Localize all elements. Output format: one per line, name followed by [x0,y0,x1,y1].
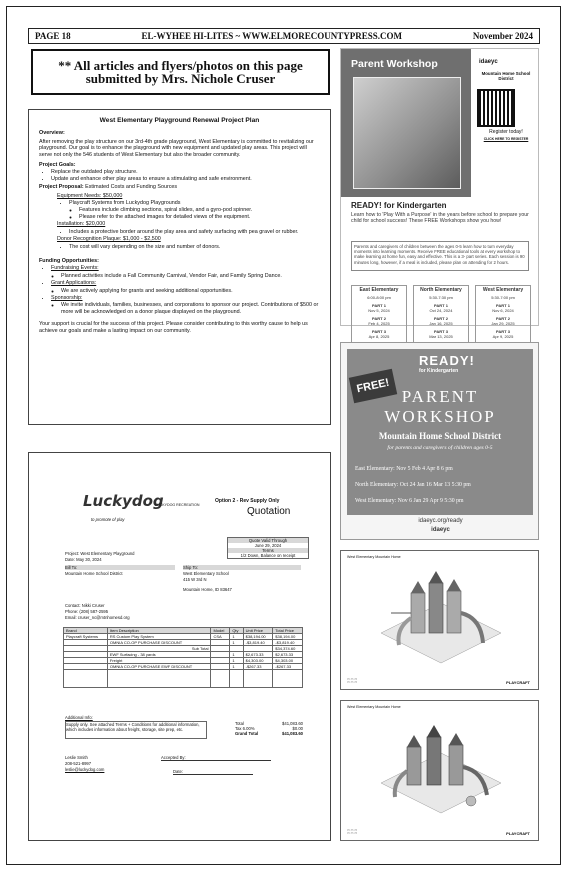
free-workshop-flyer [340,342,539,540]
cell: EWF Surfacing - 38 yards [107,652,211,658]
installation-cost: Installation: $20,000 [57,221,106,228]
plan-title: West Elementary Playground Renewal Project Plan [99,117,260,124]
cell: $4,303.00 [273,658,303,664]
total-label: Total [235,721,244,726]
flyer-schedule [355,461,531,509]
cell: 1 [230,634,243,640]
qr-code-icon[interactable] [477,89,515,127]
workshop-banner [341,49,471,197]
donor-item: • The cost will vary depending on the size and number of donors. [69,244,320,250]
column-header: Item Description [107,628,211,634]
rendering-title: West Elementary Mountain Home [347,555,401,559]
email-line: Email: cruser_nc@mtnhomesd.org [65,615,130,620]
line-items-table [63,627,303,688]
cell: $4,303.00 [243,658,273,664]
additional-info-heading: Additional Info: [65,715,93,720]
session-time: 5:30-7:30 pm [429,295,453,300]
rendering-notes: ▭ ▭ ▭ ▭ ▭ ▭ [347,676,358,685]
flyer-audience: for parents and caregivers of children ages 0-5 [387,445,493,451]
installation-item: • Includes a protective border around the play area and safety surfacing with pea gravel or rubber. [69,229,320,235]
ship-to-address: 415 W 3rd N [183,577,207,582]
flyer-brand-logo: idaeyc [431,527,450,533]
table-row [64,670,303,688]
equipment-needs: Equipment Needs: $50,000 [57,192,123,199]
cell: -$3,819.40 [243,640,273,646]
cell: $34,374.60 [273,646,303,652]
flyer-footer [341,517,540,535]
contact-line: Contact: Nikki Cruser [65,603,105,608]
goal-item: • Update and enhance other play areas to ensure a stimulating and safe environment. [51,176,320,182]
headline-line-1: PARENT [401,387,479,406]
part-date: Nov 5, 2024 [368,308,390,313]
flyer-district: Mountain Home School District [378,431,502,441]
part-label: PART 1 [434,303,448,308]
sponsorship-detail: ◦ We invite individuals, families, businesses, and corporations to sponsor our project. Contributions of $500 or more will be acknowledged on a donor plaque displayed on the playground. [61,302,320,315]
schedule-row: East Elementary: Nov 5 Feb 4 Apr 8 6 pm [355,466,453,472]
flyer-url[interactable]: idaeyc.org/ready [418,518,463,524]
totals-block [235,721,303,736]
date-line: Date: May 30, 2024 [65,557,102,562]
ready-logo-word: READY! [419,353,475,368]
cell: CSA [211,634,230,640]
school-name: West Elementary [482,287,524,293]
credit-line-2: submitted by Mrs. Nichole Cruser [85,71,276,86]
fundraising-label: Fundraising Events: [51,265,99,272]
cell: $2,673.33 [273,652,303,658]
additional-info-text: Supply only. See attached Terms + Conditions for additional information, which includes information about freight, storage, site prep, etc. [65,721,207,739]
page-header [28,28,540,44]
cell: OMNIA CO-OP PURCHASE EWF DISCOUNT [107,664,211,670]
proposal-subtitle: Estimated Costs and Funding Sources [85,184,178,191]
free-badge: FREE! [349,369,397,404]
credit-line-1: ** All articles and flyers/photos on this page [58,58,303,73]
part-date: Apr 9, 2025 [492,334,514,339]
workshop-intro: Learn how to 'Play With a Purpose' in the years before school to prepare your child for school success! These FREE Workshops show you how! [351,212,529,225]
goals-heading: Project Goals: [39,162,76,169]
schedule-row: West Elementary: Nov 6 Jan 29 Apr 9 5:30 pm [355,498,464,504]
school-district-name: Mountain Home School District [481,71,531,81]
date-signature-line: Date: [173,769,253,775]
playcraft-logo: PLAYCRAFT [506,831,530,836]
luckydog-logo: Luckydog [83,492,164,510]
ship-to-heading: Ship To: [183,565,301,570]
overview-text: After removing the play structure on our 3rd-4th grade playground, West Elementary is committed to revitalizing our playground. Our goal is to enhance the playground with new equipment and updated play areas. This project will serve not only the 546 students of West Elementary but also the broader community. [39,138,314,158]
register-text: Register today! [489,129,523,135]
part-date: Jan 16, 2025 [429,321,453,326]
cell: $38,194.00 [243,634,273,640]
part-label: PART 3 [372,329,386,334]
funding-heading: Funding Opportunities: [39,257,99,264]
cell: Playcraft Systems [64,634,108,640]
accepted-by-line: Accepted By: [161,755,271,761]
headline-line-2: WORKSHOP [384,407,496,426]
rep-phone: 208-521-8997 [65,761,92,766]
cell: 1 [230,664,243,670]
luckydog-tagline: to promote of play [91,517,125,522]
goals-list [51,169,320,182]
column-header: Unit Price [243,628,273,634]
quotation-title: Quotation [247,506,291,517]
workshop-title: Parent Workshop [351,58,438,70]
parent-workshop-ad [340,48,539,339]
part-date: Feb 4, 2025 [368,321,390,326]
playcraft-logo: PLAYCRAFT [506,680,530,685]
project-plan-document [28,109,331,425]
register-link[interactable]: CLICK HERE TO REGISTER [483,137,529,141]
total-value: $41,083.60 [282,721,303,726]
ready-logo [419,353,475,374]
ready-logo-sub: for Kindergarten [419,368,459,374]
idaeyc-logo: idaeyc [479,59,498,65]
playground-rendering-1 [340,550,539,690]
submission-credit [31,49,330,95]
quote-option: Option 2 - Rev Supply Only [215,498,280,504]
equipment-sub: ◦ Please refer to the attached images for detailed views of the equipment. [79,214,320,220]
cell: 1 [230,658,243,664]
flyer-main [347,349,533,515]
ship-to-city: Mountain Home, ID 83647 [183,587,232,592]
bill-to-name: Mountain Home School District [65,571,123,576]
column-header: Qty [230,628,243,634]
page-number: PAGE 18 [35,31,71,41]
rendering-title: West Elementary Mountain Home [347,705,401,709]
grand-total-value: $41,083.60 [282,731,303,736]
flyer-headline [347,387,533,427]
cell: $38,194.00 [273,634,303,640]
cell: -$267.33 [273,664,303,670]
part-date: Apr 8, 2025 [368,334,390,339]
grand-total-label: Grand Total [235,731,259,736]
valid-date: June 29, 2024 [254,543,282,548]
playground-rendering-2 [340,700,539,841]
cell: -$267.33 [243,664,273,670]
school-name: North Elementary [420,287,462,293]
equipment-sub: ◦ Features include climbing sections, spiral slides, and a gyro-pod spinner. [79,207,320,213]
rendering-notes: ▭ ▭ ▭ ▭ ▭ ▭ [347,827,358,836]
part-label: PART 2 [372,316,386,321]
company-name: LUCKYDOG RECREATION [155,503,200,507]
funding-list [51,265,320,315]
family-photo [353,77,461,189]
rep-email-link[interactable]: leslie@luckydog.com [65,767,105,772]
part-label: PART 3 [434,329,448,334]
cell: Sub Total [107,646,211,652]
play-structure-drawing [371,713,511,823]
part-date: Mar 13, 2025 [429,334,453,339]
part-date: Jan 29, 2025 [491,321,515,326]
donor-plaque-cost: Donor Recognition Plaque: $1,000 - $2,500 [57,236,161,243]
cell: RS Custom Play System [107,634,211,640]
tax-value: $0.00 [292,726,303,731]
sponsorship-label: Sponsorship: [51,294,83,301]
goal-item: • Replace the outdated play structure. [51,169,320,175]
cell: 1 [230,652,243,658]
quotation-document [28,452,331,841]
schedule-row: North Elementary: Oct 24 Jan 16 Mar 13 5:30 pm [355,482,471,488]
part-label: PART 2 [496,316,510,321]
session-time: 6:00-8:00 pm [367,295,391,300]
school-name: East Elementary [359,287,399,293]
cell: -$3,819.40 [273,640,303,646]
part-date: Nov 6, 2024 [492,308,514,313]
cell: 1 [230,640,243,646]
equipment-item: • Playcraft Systems from Luckydog Playgrounds [69,200,320,206]
part-label: PART 1 [496,303,510,308]
cell: $2,673.33 [243,652,273,658]
overview-heading: Overview: [39,130,65,137]
publication-name: EL-WYHEE HI-LITES ~ WWW.ELMORECOUNTYPRESS.COM [141,31,402,41]
fundraising-detail: ◦ Planned activities include a Fall Community Carnival, Vendor Fair, and Family Spring Dance. [61,273,320,279]
column-header: Model [211,628,230,634]
issue-date: November 2024 [472,31,533,41]
project-line: Project: West Elementary Playground [65,551,135,556]
tax-label: Tax 6.00% [235,726,255,731]
terms-label: Terms [228,548,308,553]
play-structure-drawing [371,563,511,673]
rep-name: Leslie Smith [65,755,88,760]
workshop-description: Parents and caregivers of children between the ages 0-5 learn how to turn everyday moments into learning moments. Receive FREE educational tools at every workshop to make learning at home fun, easy and effective. This is a 3- part series. Each session is 90 minutes long, however, if a meal is included, please plan on attending for 2 hours. [351,241,529,271]
terms-value: 1/2 Down, Balance on receipt [240,553,296,558]
column-header: Brand [64,628,108,634]
part-label: PART 1 [372,303,386,308]
session-time: 5:30-7:00 pm [491,295,515,300]
cell: OMNIA CO-OP PURCHASE DISCOUNT [107,640,211,646]
valid-label: Quote Valid Through [228,538,308,543]
part-label: PART 2 [434,316,448,321]
ship-to-name: West Elementary School [183,571,229,576]
line-items-table-wrap [63,627,303,688]
grants-label: Grant Applications: [51,280,97,287]
phone-line: Phone: (208) 587-2595 [65,609,109,614]
column-header: Total Price [273,628,303,634]
proposal-heading: Project Proposal: [39,184,84,191]
closing-text: Your support is crucial for the success of this project. Please consider contributing to this worthy cause to help us achieve our goals and make a lasting impact on our community. [39,321,308,334]
grants-detail: ◦ We are actively applying for grants and seeking additional opportunities. [61,288,320,294]
part-label: PART 3 [496,329,510,334]
bill-to-heading: Bill To: [65,565,175,570]
part-date: Oct 24, 2024 [429,308,453,313]
quote-valid-box [227,537,309,559]
ready-heading: READY! for Kindergarten [351,201,447,210]
cell: Freight [107,658,211,664]
